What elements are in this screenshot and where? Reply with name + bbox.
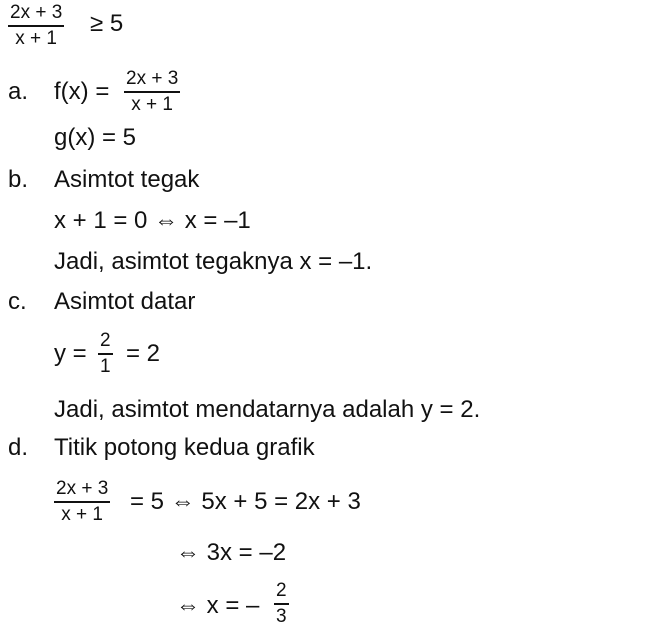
item-d-label: d. bbox=[8, 434, 29, 461]
item-c-label: c. bbox=[8, 288, 27, 315]
item-b-label: b. bbox=[8, 166, 29, 193]
item-a-numerator: 2x + 3 bbox=[126, 68, 179, 89]
item-c-y-lhs: y = bbox=[54, 340, 87, 367]
problem-denominator: x + 1 bbox=[15, 27, 58, 49]
item-c-denominator: 1 bbox=[100, 355, 111, 377]
item-c-fraction bbox=[98, 330, 113, 378]
item-c-numerator: 2 bbox=[100, 330, 111, 351]
item-d-title: Titik potong kedua grafik bbox=[54, 434, 315, 461]
item-d-step-3-numerator: 2 bbox=[276, 580, 287, 601]
item-d-fraction bbox=[54, 478, 110, 526]
item-d-step-3-denominator: 3 bbox=[276, 605, 287, 627]
item-b-conclusion: Jadi, asimtot tegaknya x = –1. bbox=[54, 248, 373, 275]
item-c-title: Asimtot datar bbox=[54, 288, 196, 315]
item-c-conclusion: Jadi, asimtot mendatarnya adalah y = 2. bbox=[54, 396, 481, 423]
item-a-label: a. bbox=[8, 78, 29, 105]
item-d-numerator: 2x + 3 bbox=[56, 478, 109, 499]
item-a-fraction bbox=[124, 68, 180, 116]
item-d-step-3-fraction bbox=[274, 580, 289, 628]
item-b-equation: x + 1 = 0 ⇔ x = –1 bbox=[54, 207, 251, 234]
item-d-step-3-lhs: ⇔ x = – bbox=[176, 592, 260, 619]
item-a-f-lhs: f(x) = bbox=[54, 78, 110, 105]
problem-fraction bbox=[8, 2, 64, 50]
item-d-step-2: ⇔ 3x = –2 bbox=[176, 539, 287, 566]
item-d-denominator: x + 1 bbox=[61, 503, 104, 525]
item-a-denominator: x + 1 bbox=[131, 93, 174, 115]
problem-inequality-rhs: ≥ 5 bbox=[90, 10, 124, 37]
item-d-step-1: = 5 ⇔ 5x + 5 = 2x + 3 bbox=[130, 488, 361, 515]
item-c-y-rhs: = 2 bbox=[126, 340, 161, 367]
item-a-g-line: g(x) = 5 bbox=[54, 124, 137, 151]
item-b-title: Asimtot tegak bbox=[54, 166, 200, 193]
problem-numerator: 2x + 3 bbox=[10, 2, 63, 23]
